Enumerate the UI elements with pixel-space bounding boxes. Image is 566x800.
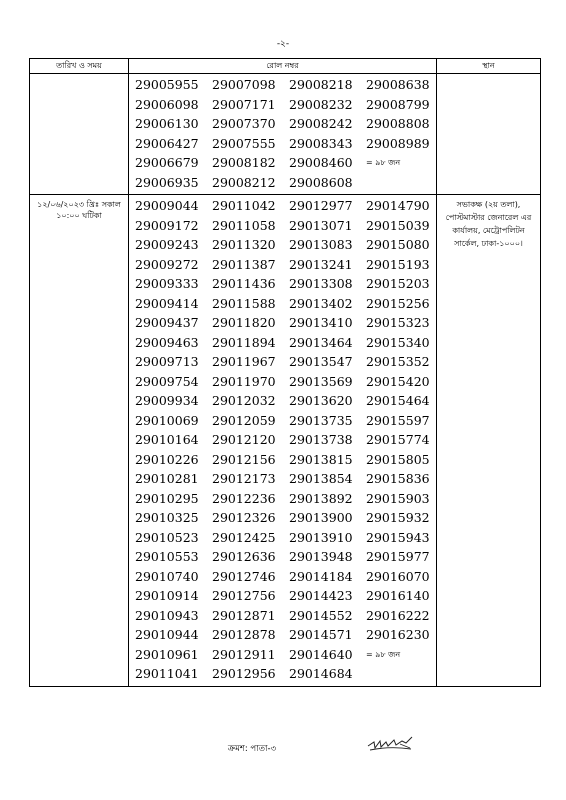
- roll-number: 29008232: [289, 96, 353, 112]
- roll-number: 29012326: [212, 510, 276, 525]
- roll-number: 29013569: [289, 373, 353, 389]
- roll-number: 29015464: [366, 393, 430, 408]
- roll-number: 29009414: [135, 295, 199, 311]
- roll-number: 29011320: [212, 237, 276, 252]
- venue-cell: সভাকক্ষ (২য় তলা), পোস্টমাস্টার জেনারেল এর কার্যালয়, মেট্রোপলিটন সার্কেল, ঢাকা-১০০০।: [437, 195, 541, 687]
- roll-number: 29012878: [212, 627, 276, 642]
- roll-number: 29016140: [366, 588, 430, 603]
- roll-number: 29009044: [135, 198, 199, 213]
- roll-number: 29010164: [135, 432, 199, 447]
- roll-number: 29008460: [289, 155, 353, 170]
- roll-number: 29008218: [289, 77, 353, 92]
- roll-number: 29010226: [135, 451, 199, 467]
- group-total: = ৯৮ জন: [366, 158, 401, 167]
- roll-number: 29016070: [366, 568, 430, 584]
- roll-number: 29007370: [212, 116, 276, 131]
- roll-number: 29015597: [366, 412, 430, 428]
- roll-number: 29012059: [212, 412, 276, 428]
- roll-number: 29015080: [366, 237, 430, 252]
- roll-number: 29013815: [289, 451, 353, 467]
- roll-number: 29012977: [289, 198, 353, 213]
- roll-number: 29008212: [212, 174, 276, 190]
- roll-number: [366, 664, 443, 684]
- roll-number: 29013735: [289, 412, 353, 428]
- roll-number: 29014184: [289, 568, 353, 584]
- roll-number: 29009243: [135, 237, 199, 252]
- roll-number: 29011588: [212, 295, 276, 311]
- roll-number: 29010325: [135, 510, 199, 525]
- roll-number: 29014552: [289, 607, 353, 623]
- roll-number: 29011436: [212, 276, 276, 291]
- roll-number: 29015352: [366, 354, 430, 369]
- roll-number: 29007171: [212, 96, 276, 112]
- roll-number: 29013410: [289, 315, 353, 330]
- roll-number: 29011058: [212, 217, 276, 233]
- roll-number-grid: [129, 195, 436, 686]
- roll-number: 29010295: [135, 490, 199, 506]
- roll-number: 29010740: [135, 568, 199, 584]
- roll-number: 29010281: [135, 471, 199, 486]
- roll-number: 29011042: [212, 198, 276, 213]
- roll-number: 29013071: [289, 217, 353, 233]
- roll-number: 29015256: [366, 295, 430, 311]
- date-time-cell: ১২/০৬/২০২৩ খ্রিঃ সকাল ১০:০০ ঘটিকা: [30, 195, 129, 687]
- roll-number: 29009713: [135, 354, 199, 369]
- roll-number: 29010553: [135, 549, 199, 564]
- roll-number: 29015420: [366, 373, 430, 389]
- roll-table: [29, 58, 541, 687]
- roll-number: 29015836: [366, 471, 430, 486]
- roll-number: 29013308: [289, 276, 353, 291]
- roll-number: 29012173: [212, 471, 276, 486]
- roll-number: 29006130: [135, 116, 199, 131]
- date-time-cell: [30, 74, 129, 195]
- roll-number: 29006098: [135, 96, 199, 112]
- roll-number: 29011894: [212, 334, 276, 350]
- roll-number: 29012120: [212, 432, 276, 447]
- roll-number: 29008799: [366, 96, 430, 112]
- roll-number: 29006679: [135, 155, 199, 170]
- roll-number: 29010961: [135, 646, 199, 662]
- roll-number: 29006427: [135, 135, 199, 151]
- roll-number: 29008242: [289, 116, 353, 131]
- roll-number: 29008808: [366, 116, 430, 131]
- roll-number: 29013854: [289, 471, 353, 486]
- roll-number: 29012956: [212, 666, 276, 681]
- roll-number: 29015193: [366, 256, 430, 272]
- roll-number: 29008608: [289, 174, 353, 190]
- roll-number: 29008182: [212, 155, 276, 170]
- signature-icon: [366, 734, 414, 754]
- roll-number: 29008638: [366, 77, 430, 92]
- roll-number: 29009934: [135, 393, 199, 408]
- roll-number: 29013738: [289, 432, 353, 447]
- roll-number: 29009463: [135, 334, 199, 350]
- roll-number: 29011820: [212, 315, 276, 330]
- roll-number: 29008343: [289, 135, 353, 151]
- roll-number: 29016222: [366, 607, 430, 623]
- roll-number: 29013620: [289, 393, 353, 408]
- header-date-time: তারিখ ও সময়: [30, 59, 129, 74]
- roll-number-grid: [129, 74, 436, 194]
- roll-number: 29012236: [212, 490, 276, 506]
- roll-number: 29013402: [289, 295, 353, 311]
- group-total: = ৯৮ জন: [366, 649, 401, 659]
- roll-number: 29013241: [289, 256, 353, 272]
- header-roll-number: রোল নম্বর: [129, 59, 437, 74]
- roll-number: 29009272: [135, 256, 199, 272]
- roll-number: 29011041: [135, 666, 199, 681]
- table-row: [30, 74, 541, 195]
- roll-number: 29013900: [289, 510, 353, 525]
- roll-number: 29014790: [366, 198, 430, 213]
- venue-cell: [437, 74, 541, 195]
- roll-number: 29010069: [135, 412, 199, 428]
- table-row: [30, 195, 541, 687]
- roll-number: 29015805: [366, 451, 430, 467]
- roll-number: 29005955: [135, 77, 199, 92]
- roll-number: 29010523: [135, 529, 199, 545]
- roll-number: 29009437: [135, 315, 199, 330]
- roll-number: 29014684: [289, 666, 353, 681]
- roll-number: 29009754: [135, 373, 199, 389]
- roll-number: 29007098: [212, 77, 276, 92]
- roll-number: 29013948: [289, 549, 353, 564]
- roll-number: 29014571: [289, 627, 353, 642]
- roll-number: 29014423: [289, 588, 353, 603]
- roll-number: 29013083: [289, 237, 353, 252]
- roll-number: 29012746: [212, 568, 276, 584]
- roll-number: 29011387: [212, 256, 276, 272]
- roll-number: 29016230: [366, 627, 430, 642]
- roll-number: [366, 173, 443, 193]
- roll-number: 29012756: [212, 588, 276, 603]
- roll-number: 29008989: [366, 135, 430, 151]
- roll-number: 29015943: [366, 529, 430, 545]
- roll-number: 29015774: [366, 432, 430, 447]
- header-venue: স্থান: [437, 59, 541, 74]
- roll-number: 29010914: [135, 588, 199, 603]
- roll-number: 29014640: [289, 646, 353, 662]
- page-number: -২-: [276, 39, 290, 49]
- roll-number: 29012032: [212, 393, 276, 408]
- roll-number-cell: [129, 195, 437, 687]
- roll-number: 29013464: [289, 334, 353, 350]
- roll-number: 29012636: [212, 549, 276, 564]
- roll-number: 29015977: [366, 549, 430, 564]
- roll-number: 29009333: [135, 276, 199, 291]
- roll-number-cell: [129, 74, 437, 195]
- roll-number: 29012425: [212, 529, 276, 545]
- roll-number: 29010944: [135, 627, 199, 642]
- roll-number: 29007555: [212, 135, 276, 151]
- roll-number: 29015323: [366, 315, 430, 330]
- roll-number: 29015340: [366, 334, 430, 350]
- roll-number: 29010943: [135, 607, 199, 623]
- roll-number: 29006935: [135, 174, 199, 190]
- roll-number: 29013910: [289, 529, 353, 545]
- roll-number: 29013547: [289, 354, 353, 369]
- roll-number: 29015903: [366, 490, 430, 506]
- roll-number: 29013892: [289, 490, 353, 506]
- roll-number: 29015039: [366, 217, 430, 233]
- roll-number: 29009172: [135, 217, 199, 233]
- roll-number: 29015203: [366, 276, 430, 291]
- roll-number: 29012911: [212, 646, 276, 662]
- table-header-row: [30, 59, 541, 74]
- roll-number: 29011970: [212, 373, 276, 389]
- continued-note: ক্রমশ: পাতা-৩: [228, 744, 277, 754]
- roll-number: 29011967: [212, 354, 276, 369]
- roll-number: 29015932: [366, 510, 430, 525]
- roll-number: 29012156: [212, 451, 276, 467]
- roll-number: 29012871: [212, 607, 276, 623]
